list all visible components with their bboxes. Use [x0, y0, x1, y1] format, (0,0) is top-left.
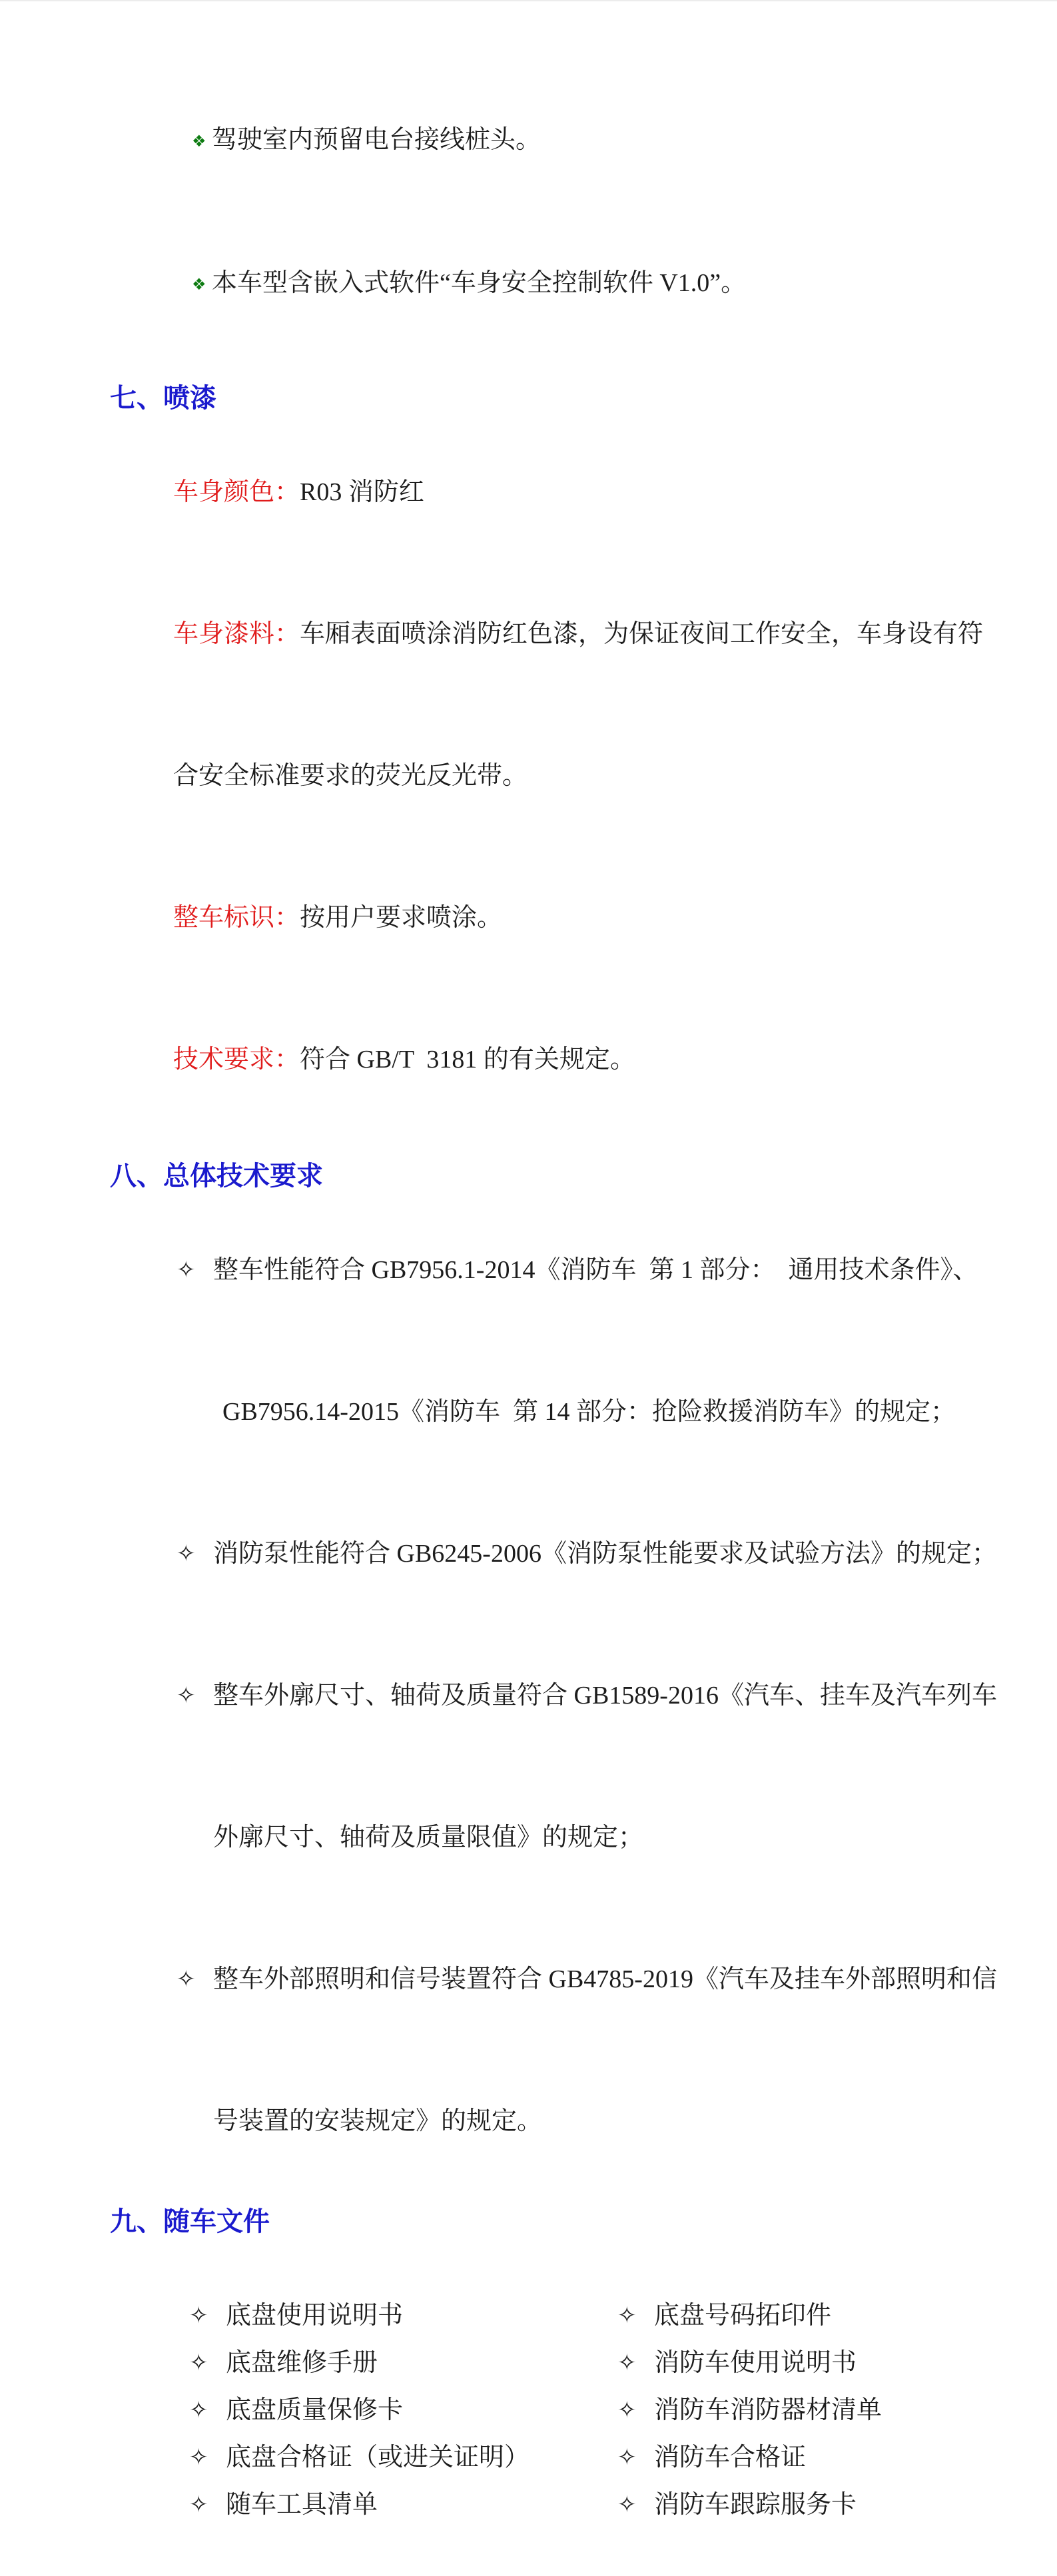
star-bullet-icon: ✧: [617, 2350, 637, 2376]
doc-item-text: 消防车使用说明书: [654, 2349, 857, 2377]
paragraph-body-color: [148, 422, 1057, 563]
doc-list-item: [151, 2245, 579, 2330]
body-color-label: 车身颜色：: [173, 478, 300, 506]
star-bullet-icon: ✧: [617, 2397, 637, 2423]
paragraph-vehicle-marking: [148, 847, 1057, 989]
star-bullet-icon: ✧: [617, 2302, 637, 2329]
tech-item-4-line2: [188, 2051, 1057, 2192]
doc-list-item: [579, 2340, 1057, 2424]
body-paint-label: 车身漆料：: [173, 620, 300, 648]
star-bullet-icon: ✧: [176, 1966, 196, 1993]
tech-requirement-value: 符合 GB/T 3181 的有关规定。: [300, 1046, 635, 1074]
intro-bullet-item: [167, 69, 1057, 212]
star-bullet-icon: ✧: [176, 1682, 196, 1709]
doc-item-text: 底盘使用说明书: [226, 2302, 404, 2330]
tech-item-1-line2: [197, 1341, 1057, 1483]
paragraph-body-paint-line2: [148, 705, 1057, 847]
tech-item-4-text-cont: 号装置的安装规定》的规定。: [213, 2107, 543, 2135]
tech-item-1-text: 整车性能符合 GB7956.1-2014《消防车 第 1 部分： 通用技术条件》、: [213, 1256, 978, 1284]
tech-requirement-label: 技术要求：: [173, 1046, 300, 1074]
doc-list-item: [579, 2434, 1057, 2519]
star-bullet-icon: ✧: [189, 2444, 208, 2471]
doc-list-item: [151, 2340, 579, 2424]
tech-item-3-text-cont: 外廓尺寸、轴荷及质量限值》的规定；: [213, 1823, 644, 1851]
doc-item-text: 随车工具清单: [226, 2491, 378, 2519]
doc-item-text: 消防车消防器材清单: [654, 2396, 882, 2424]
doc-list-item: [151, 2292, 579, 2377]
tech-item-3-text: 整车外廓尺寸、轴荷及质量符合 GB1589-2016《汽车、挂车及汽车列车: [213, 1682, 997, 1710]
star-bullet-icon: ✧: [176, 1257, 196, 1283]
green-diamond-bullet-icon: ❖: [192, 132, 206, 151]
doc-list-item: [151, 2434, 579, 2519]
star-bullet-icon: ✧: [617, 2444, 637, 2471]
doc-item-text: 消防车合格证: [654, 2443, 807, 2471]
section-heading-documents: 九、随车文件: [110, 2206, 270, 2236]
doc-item-text: 底盘质量保修卡: [226, 2396, 404, 2424]
star-bullet-icon: ✧: [189, 2302, 208, 2329]
body-paint-text-line2: 合安全标准要求的荧光反光带。: [173, 762, 528, 790]
star-bullet-icon: ✧: [189, 2397, 208, 2423]
paragraph-body-paint-line1: [148, 563, 1057, 705]
tech-item-2-line1: [151, 1483, 1057, 1625]
documents-checklist: [151, 2245, 1057, 2519]
star-bullet-icon: ✧: [189, 2350, 208, 2376]
star-bullet-icon: ✧: [189, 2491, 208, 2518]
intro-bullet-item: [167, 212, 1057, 356]
green-diamond-bullet-icon: ❖: [192, 275, 206, 294]
doc-item-text: 底盘合格证（或进关证明）: [226, 2443, 530, 2471]
body-color-value: R03 消防红: [300, 478, 424, 506]
tech-item-2-text: 消防泵性能符合 GB6245-2006《消防泵性能要求及试验方法》的规定；: [213, 1540, 997, 1568]
intro-bullet-text: 本车型含嵌入式软件“车身安全控制软件 V1.0”。: [212, 269, 747, 297]
tech-item-1-text-cont: GB7956.14-2015《消防车 第 14 部分：抢险救援消防车》的规定；: [222, 1398, 956, 1426]
section-heading-paint: 七、喷漆: [110, 383, 216, 413]
tech-item-3-line1: [151, 1625, 1057, 1767]
intro-bullet-text: 驾驶室内预留电台接线桩头。: [212, 126, 541, 154]
doc-item-text: 底盘维修手册: [226, 2349, 378, 2377]
body-paint-text-line1: 车厢表面喷涂消防红色漆，为保证夜间工作安全，车身设有符: [300, 620, 984, 648]
doc-list-item: [579, 2387, 1057, 2471]
doc-item-text: 底盘号码拓印件: [654, 2302, 832, 2330]
tech-item-3-line2: [188, 1767, 1057, 1909]
tech-item-4-text: 整车外部照明和信号装置符合 GB4785-2019《汽车及挂车外部照明和信: [213, 1965, 997, 1993]
paragraph-tech-requirement: [148, 989, 1057, 1131]
section-heading-general-tech: 八、总体技术要求: [110, 1161, 323, 1191]
vehicle-marking-value: 按用户要求喷涂。: [300, 904, 503, 932]
doc-list-item: [579, 2292, 1057, 2377]
vehicle-marking-label: 整车标识：: [173, 904, 300, 932]
star-bullet-icon: ✧: [617, 2491, 637, 2518]
star-bullet-icon: ✧: [176, 1540, 196, 1567]
tech-item-4-line1: [151, 1909, 1057, 2051]
doc-item-text: 消防车跟踪服务卡: [654, 2491, 857, 2519]
tech-item-1-line1: [151, 1199, 1057, 1341]
doc-list-item: [151, 2387, 579, 2471]
doc-list-item: [579, 2245, 1057, 2330]
